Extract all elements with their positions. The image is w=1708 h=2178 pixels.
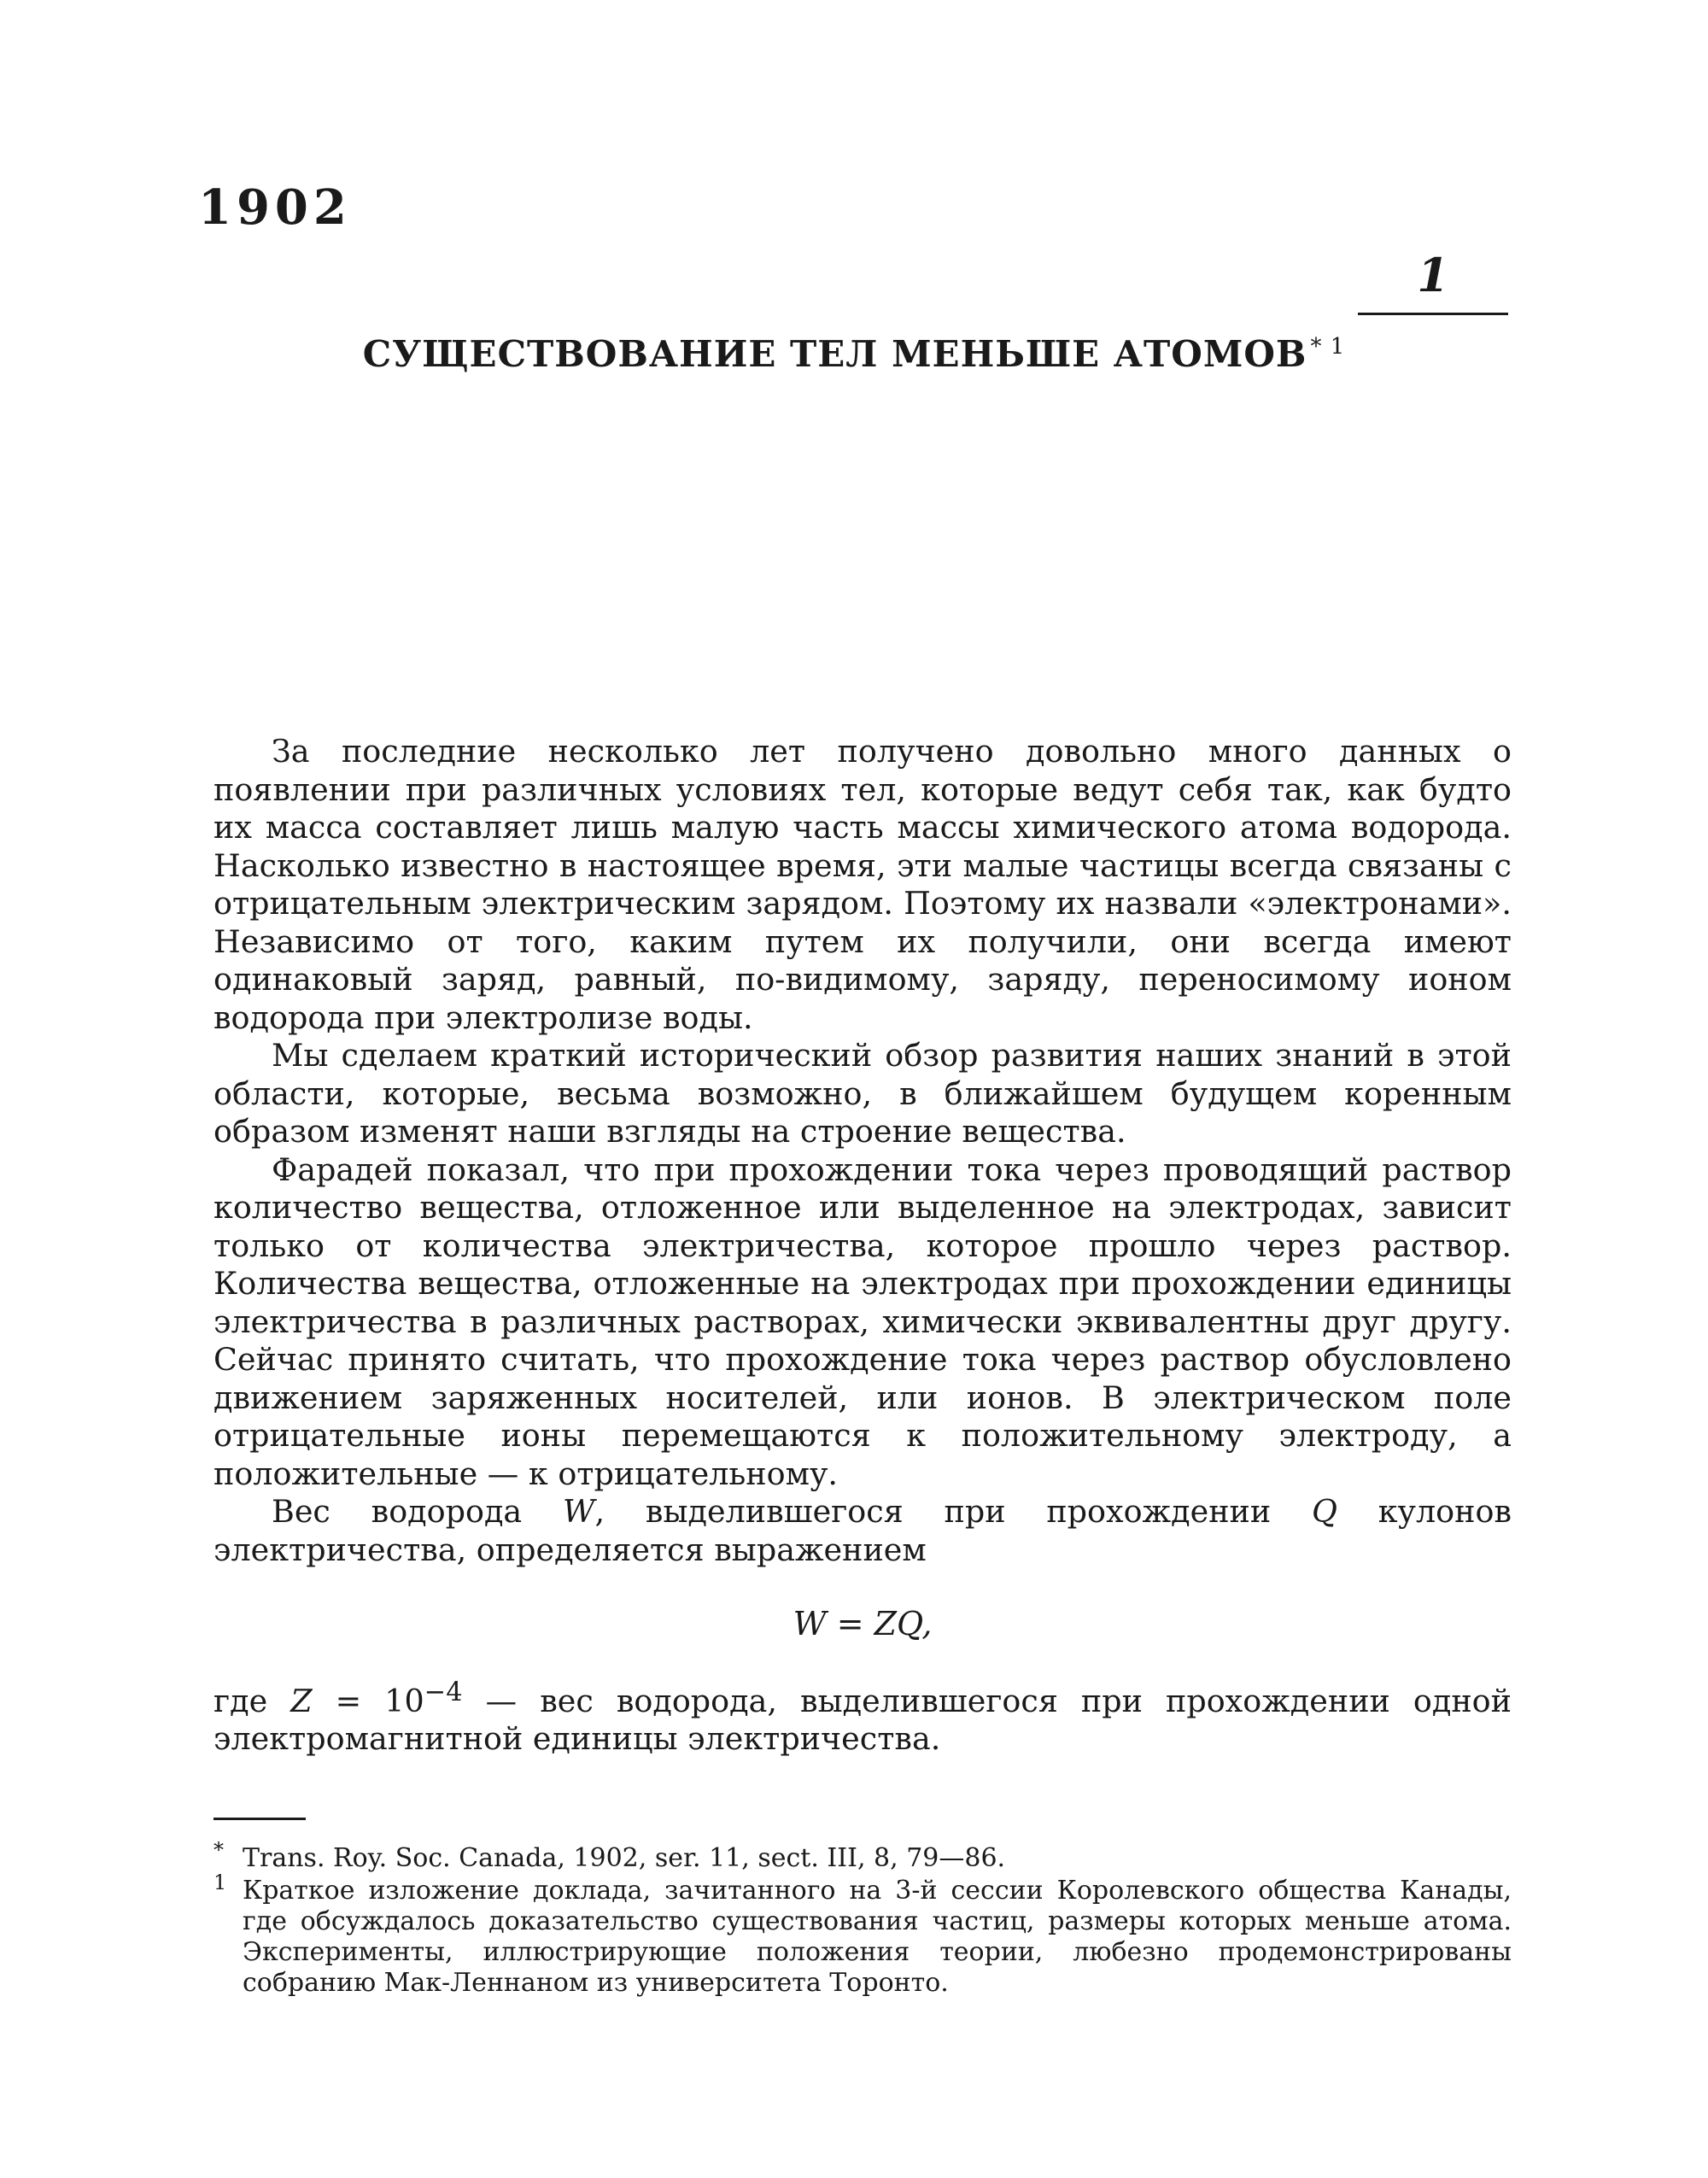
- text-run: Вес водорода: [272, 1493, 563, 1530]
- body-paragraph: За последние несколько лет получено довольно много данных о появлении при различных условиях тел, которые ведут себя так, как будто их масса составляет лишь малую часть массы химического атома водорода. Насколько известно в настоящее время, эти малые частицы всегда связаны с отрицательным электрическим зарядом. Поэтому их назвали «электронами». Независимо от того, каким путем их получили, они всегда имеют одинаковый заряд, равный, по-видимому, заряду, переносимому ионом водорода при электролизе воды.: [214, 733, 1512, 1036]
- title-footnote-marks: * 1: [1310, 334, 1346, 360]
- footnote-item: 1 Краткое изложение доклада, зачитанного на 3-й сессии Королевского общества Канады, где обсуждалось доказательство существования частиц, размеры которых меньше атома. Эксперименты, иллюстрирующие положения теории, любезно продемонстрированы собранию Мак-Леннаном из университета Торонто.: [214, 1871, 1512, 1998]
- exponent: −4: [424, 1677, 463, 1707]
- article-body: [214, 733, 1512, 1759]
- text-run: = 10: [312, 1682, 424, 1719]
- footnote-separator: [214, 1818, 306, 1820]
- chapter-number: 1: [1417, 248, 1449, 302]
- text-run: где: [214, 1682, 291, 1719]
- footnote-item: * Trans. Roy. Soc. Canada, 1902, ser. 11, sect. III, 8, 79—86.: [214, 1838, 1006, 1873]
- variable-z: Z: [290, 1682, 313, 1719]
- body-paragraph: [214, 1493, 1512, 1569]
- year-heading: 1902: [198, 179, 352, 236]
- article-title-text: СУЩЕСТВОВАНИЕ ТЕЛ МЕНЬШЕ АТОМОВ: [362, 333, 1307, 375]
- body-paragraph: Фарадей показал, что при прохождении тока через проводящий раствор количество вещества, отложенное или выделенное на электродах, зависит только от количества электричества, которое прошло через раствор. Количества вещества, отложенные на электродах при прохождении единицы электричества в различных растворах, химически эквивалентны друг другу. Сейчас принято считать, что прохождение тока через раствор обусловлено движением заряженных носителей, или ионов. В электрическом поле отрицательные ионы перемещаются к положительному электроду, а положительные — к отрицательному.: [214, 1150, 1512, 1492]
- footnotes: [214, 1838, 1512, 2000]
- chapter-number-rule: [1358, 313, 1508, 315]
- footnote-text: Trans. Roy. Soc. Canada, 1902, ser. 11, sect. III, 8, 79—86.: [243, 1843, 1006, 1873]
- article-title: [214, 333, 1494, 375]
- variable-q: Q: [1311, 1493, 1337, 1530]
- text-run: — вес водорода, выделившегося при прохождении одной электромагнитной единицы электричества.: [214, 1682, 1512, 1758]
- body-paragraph: [214, 1674, 1512, 1759]
- body-paragraph: Мы сделаем краткий исторический обзор развития наших знаний в этой области, которые, весьма возможно, в ближайшем будущем коренным образом изменят наши взгляды на строение вещества.: [214, 1037, 1512, 1150]
- text-run: , выделившегося при прохождении: [594, 1493, 1312, 1530]
- variable-w: W: [562, 1493, 595, 1530]
- formula: W = ZQ,: [793, 1605, 933, 1642]
- footnote-text: Краткое изложение доклада, зачитанного на 3-й сессии Королевского общества Канады, где обсуждалось доказательство существования частиц, размеры которых меньше атома. Эксперименты, иллюстрирующие положения теории, любезно продемонстрированы собранию Мак-Леннаном из университета Торонто.: [243, 1876, 1512, 1998]
- text-run: кулонов электричества, определяется выражением: [214, 1493, 1512, 1568]
